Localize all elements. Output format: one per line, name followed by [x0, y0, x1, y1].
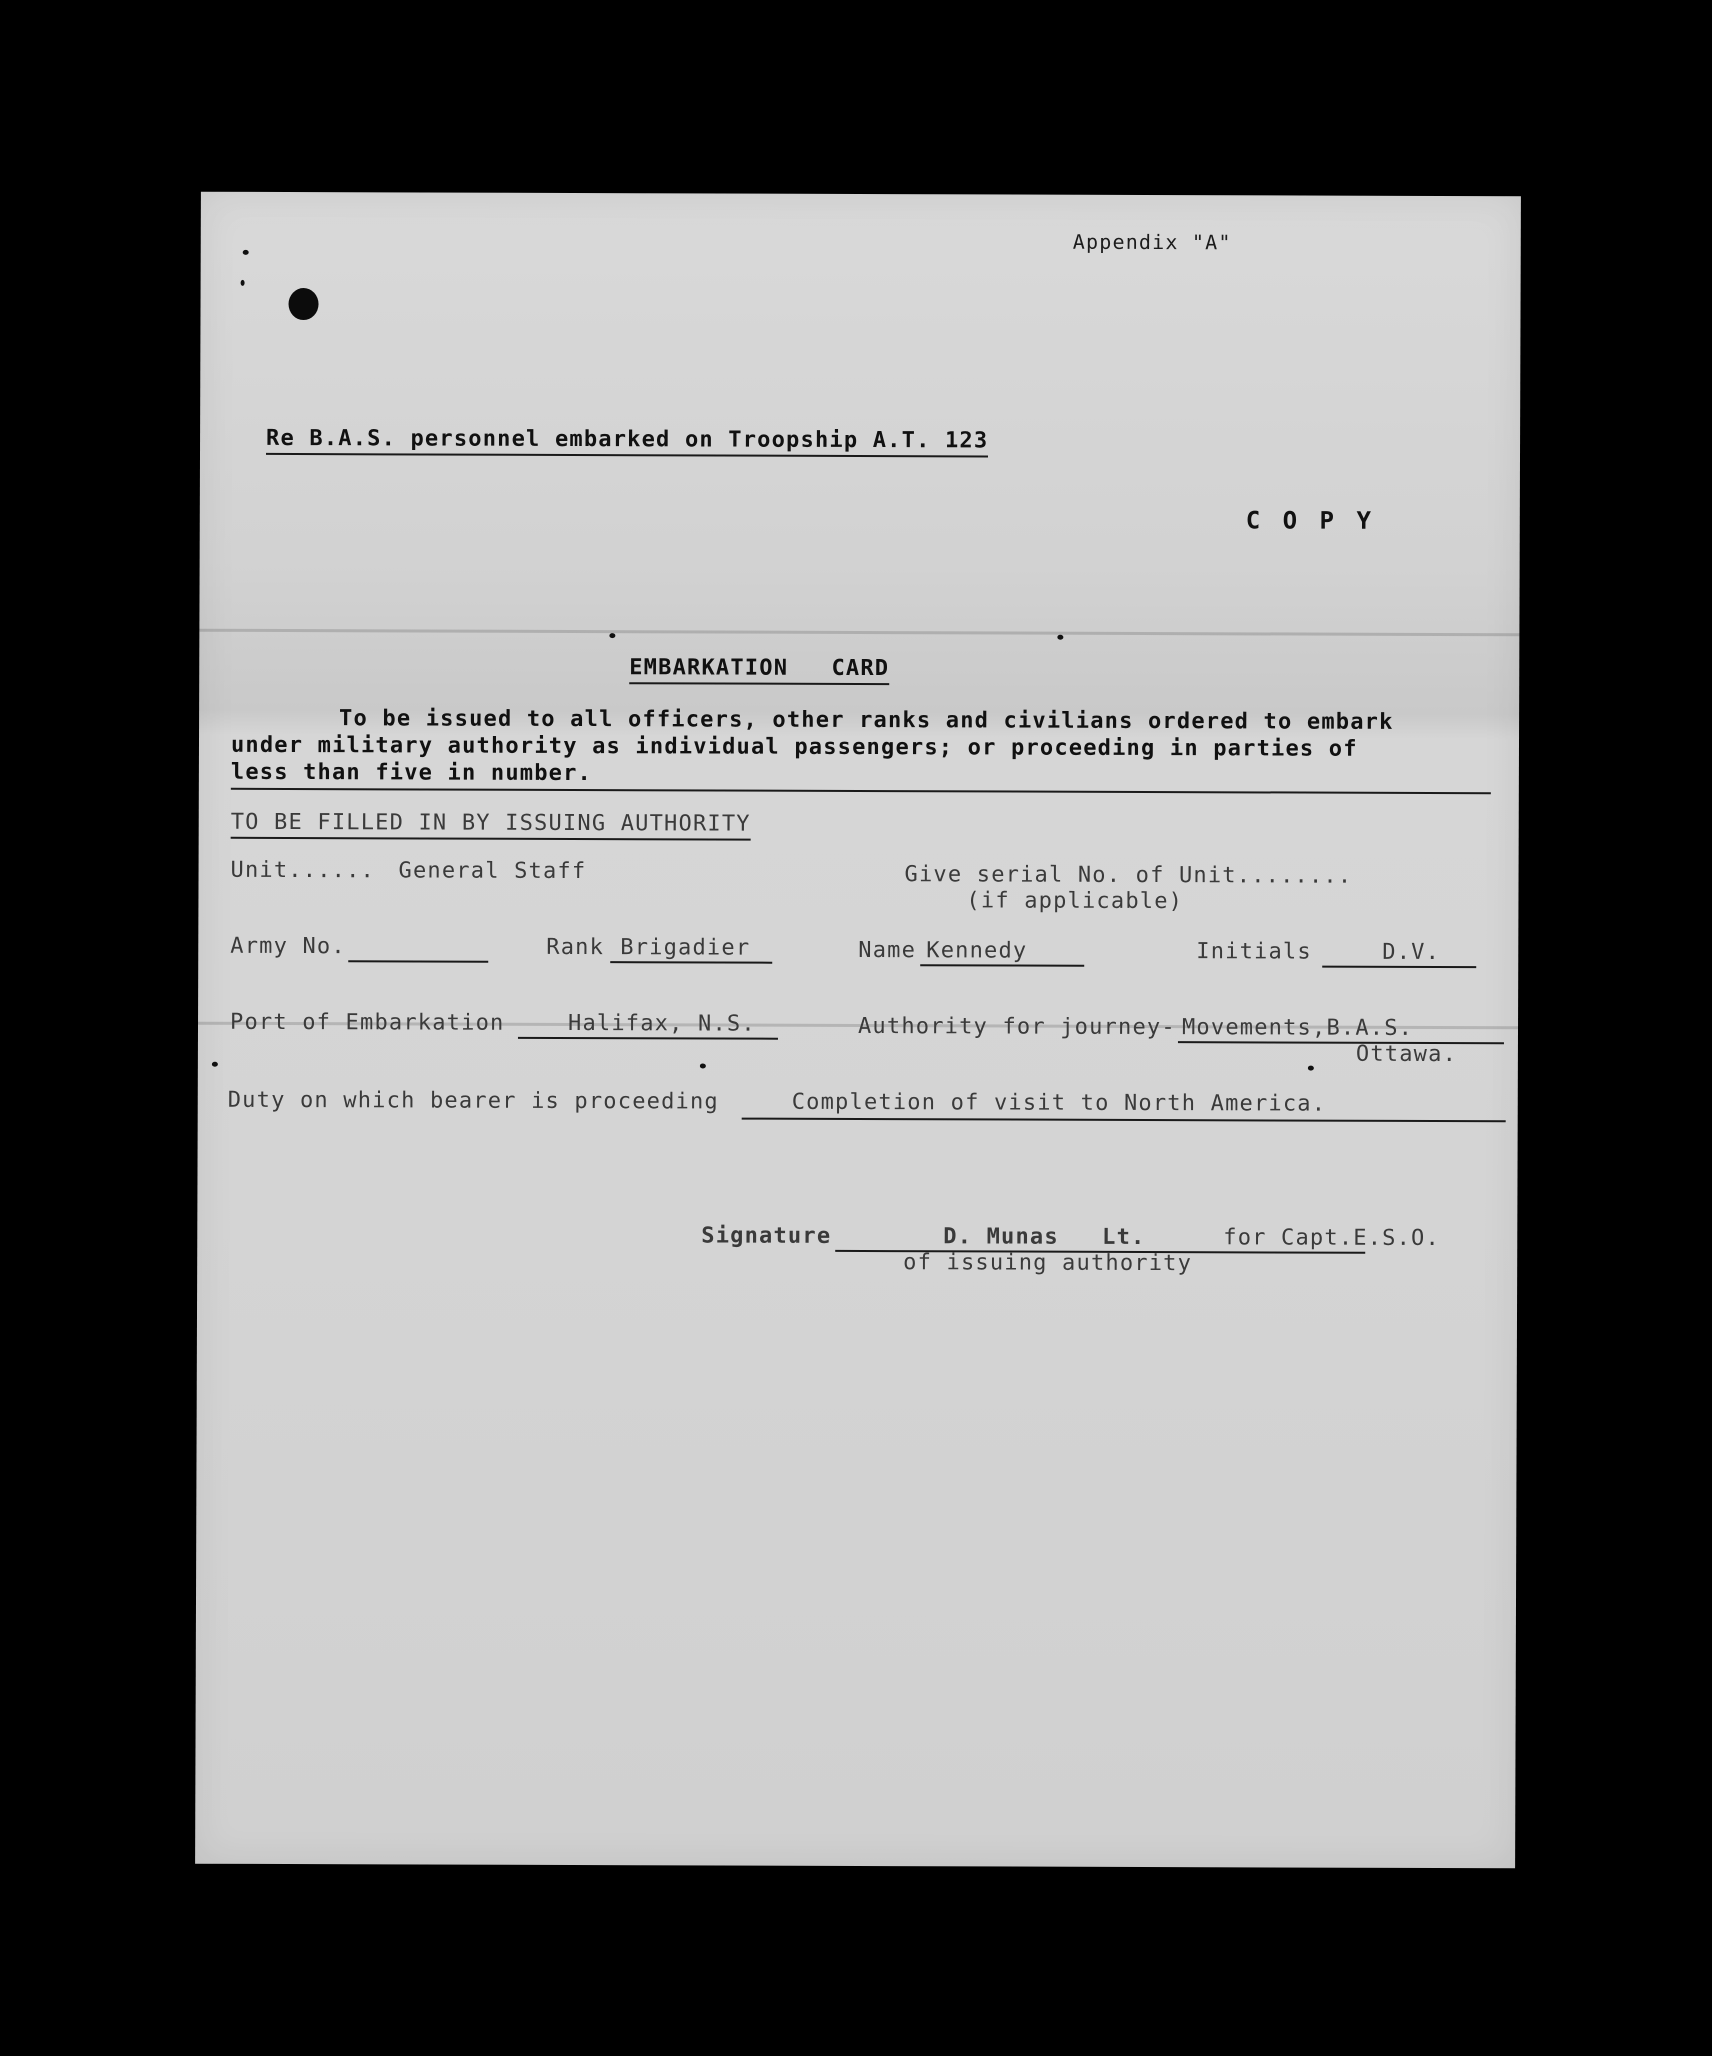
ink-mark [1308, 1066, 1314, 1071]
initials-field [1322, 966, 1476, 969]
duty-value: Completion of visit to North America. [791, 1089, 1327, 1117]
ink-mark [243, 250, 249, 255]
port-field [518, 1037, 778, 1040]
intro-rule [231, 788, 1491, 794]
rank-label: Rank [546, 934, 605, 961]
duty-field [742, 1118, 1506, 1123]
rank-field [610, 961, 772, 964]
port-value: Halifax, N.S. [567, 1010, 756, 1037]
ink-blot [288, 288, 318, 320]
serial-label: Give serial No. of Unit........ [904, 862, 1353, 889]
signature-value: D. Munas Lt. [943, 1224, 1146, 1251]
name-field [920, 964, 1084, 967]
intro-line-1: To be issued to all officers, other ranks and civilians ordered to embark [339, 706, 1394, 735]
appendix-label: Appendix "A" [1072, 229, 1232, 255]
ink-mark [241, 280, 245, 286]
paper-fold [199, 629, 1519, 637]
duty-label: Duty on which bearer is proceeding [227, 1087, 719, 1115]
initials-label: Initials [1196, 939, 1312, 965]
authority-value: Movements,B.A.S. [1181, 1015, 1414, 1041]
section-heading: TO BE FILLED IN BY ISSUING AUTHORITY [231, 810, 751, 841]
document-page [195, 192, 1521, 1869]
ink-mark [1057, 635, 1063, 640]
intro-line-3: less than five in number. [230, 759, 593, 787]
name-value: Kennedy [926, 938, 1028, 964]
signature-for: for Capt.E.S.O. [1223, 1225, 1441, 1252]
re-line: Re B.A.S. personnel embarked on Troopship A.T. 123 [266, 426, 988, 458]
ink-mark [212, 1062, 218, 1067]
rank-value: Brigadier [620, 935, 751, 961]
ink-mark [700, 1063, 706, 1068]
unit-label: Unit...... [230, 857, 376, 884]
authority-value-2: Ottawa. [1355, 1041, 1458, 1068]
ink-mark [609, 633, 615, 638]
authority-label: Authority for journey- [857, 1014, 1176, 1041]
unit-value: General Staff [398, 858, 587, 885]
intro-line-2: under military authority as individual passengers; or proceeding in parties of [230, 732, 1358, 762]
army-no-field [348, 960, 488, 962]
army-no-label: Army No. [230, 933, 346, 960]
signature-caption: of issuing authority [903, 1250, 1193, 1277]
copy-mark: C O P Y [1245, 506, 1375, 535]
initials-value: D.V. [1382, 939, 1441, 966]
name-label: Name [858, 938, 917, 964]
card-title: EMBARKATION CARD [629, 655, 889, 685]
serial-note: (if applicable) [966, 888, 1184, 915]
signature-label: Signature [701, 1223, 832, 1249]
port-label: Port of Embarkation [229, 1009, 505, 1036]
